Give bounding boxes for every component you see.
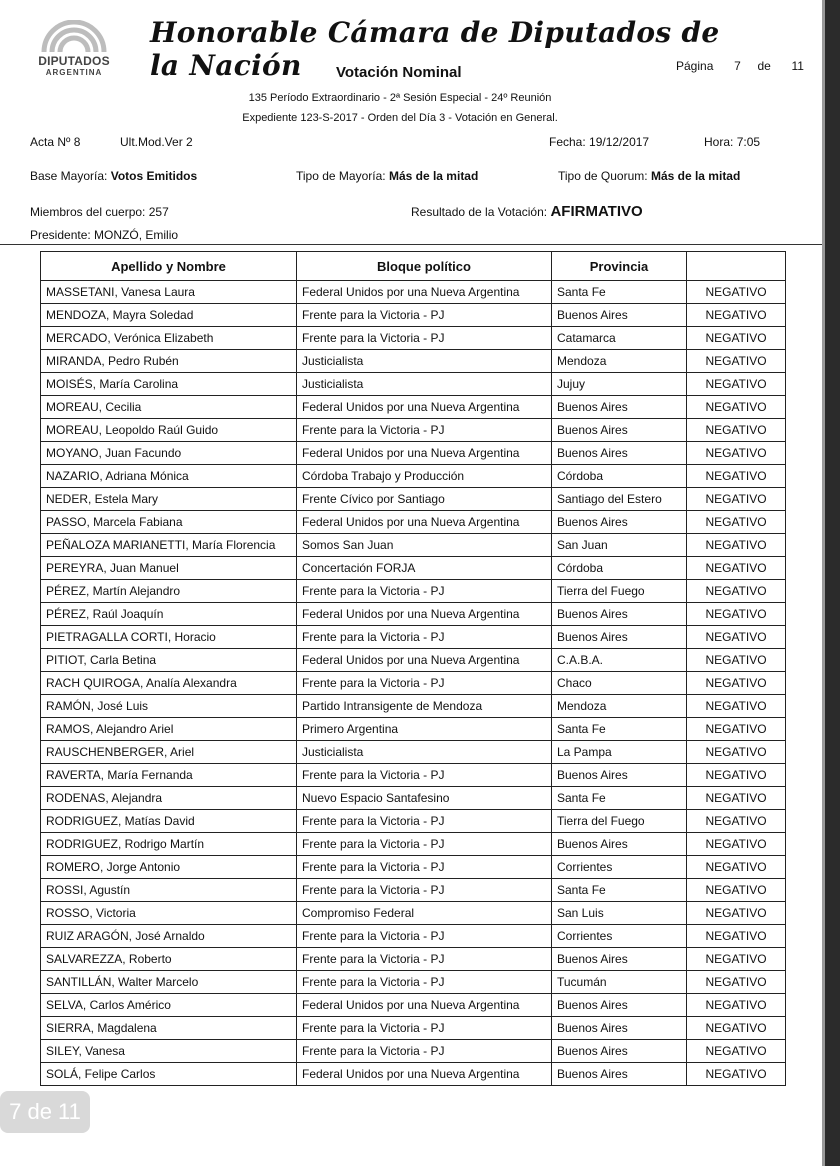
cell-name: MOYANO, Juan Facundo [41, 442, 297, 465]
hora-value: 7:05 [736, 135, 761, 149]
miembros-value: 257 [148, 205, 169, 219]
table-row [41, 994, 786, 1017]
cell-bloque: Federal Unidos por una Nueva Argentina [297, 281, 552, 304]
cell-provincia: Buenos Aires [552, 1063, 687, 1086]
cell-bloque: Federal Unidos por una Nueva Argentina [297, 994, 552, 1017]
cell-name: ROSSI, Agustín [41, 879, 297, 902]
table-row [41, 511, 786, 534]
cell-bloque: Frente Cívico por Santiago [297, 488, 552, 511]
version-field: Ult.Mod.Ver 2 [120, 135, 193, 149]
cell-bloque: Frente para la Victoria - PJ [297, 948, 552, 971]
fecha-label: Fecha: [549, 135, 586, 149]
cell-bloque: Federal Unidos por una Nueva Argentina [297, 442, 552, 465]
cell-bloque: Frente para la Victoria - PJ [297, 626, 552, 649]
cell-name: MOREAU, Cecilia [41, 396, 297, 419]
cell-bloque: Federal Unidos por una Nueva Argentina [297, 1063, 552, 1086]
fecha-value: 19/12/2017 [589, 135, 650, 149]
logo-text-diputados: DIPUTADOS [38, 54, 110, 68]
presidente-label: Presidente: [30, 228, 91, 242]
cell-name: NAZARIO, Adriana Mónica [41, 465, 297, 488]
cell-provincia: Buenos Aires [552, 1017, 687, 1040]
cell-vote: NEGATIVO [687, 396, 786, 419]
cell-provincia: Buenos Aires [552, 833, 687, 856]
cell-name: MERCADO, Verónica Elizabeth [41, 327, 297, 350]
cell-bloque: Federal Unidos por una Nueva Argentina [297, 603, 552, 626]
table-row [41, 557, 786, 580]
cell-vote: NEGATIVO [687, 327, 786, 350]
presidente-value: MONZÓ, Emilio [94, 228, 179, 242]
cell-name: RUIZ ARAGÓN, José Arnaldo [41, 925, 297, 948]
tipo-mayoria-field [296, 169, 478, 183]
cell-provincia: Santa Fe [552, 879, 687, 902]
cell-vote: NEGATIVO [687, 626, 786, 649]
viewer-edge-highlight [822, 0, 825, 1166]
cell-vote: NEGATIVO [687, 1063, 786, 1086]
cell-provincia: Buenos Aires [552, 442, 687, 465]
hora-field [704, 135, 760, 149]
resultado-label: Resultado de la Votación: [411, 205, 548, 219]
cell-bloque: Frente para la Victoria - PJ [297, 1017, 552, 1040]
base-mayoria-label: Base Mayoría: [30, 169, 108, 183]
table-row [41, 925, 786, 948]
table-row [41, 580, 786, 603]
cell-provincia: San Juan [552, 534, 687, 557]
logo-text-argentina: ARGENTINA [45, 68, 103, 77]
table-row [41, 649, 786, 672]
page-current: 7 [734, 59, 741, 73]
tipo-mayoria-label: Tipo de Mayoría: [296, 169, 386, 183]
base-mayoria-field [30, 169, 197, 183]
cell-name: RODENAS, Alejandra [41, 787, 297, 810]
table-row [41, 373, 786, 396]
column-header-name: Apellido y Nombre [41, 252, 297, 281]
cell-bloque: Frente para la Victoria - PJ [297, 327, 552, 350]
cell-vote: NEGATIVO [687, 511, 786, 534]
cell-bloque: Frente para la Victoria - PJ [297, 764, 552, 787]
cell-bloque: Primero Argentina [297, 718, 552, 741]
cell-provincia: Buenos Aires [552, 626, 687, 649]
cell-vote: NEGATIVO [687, 419, 786, 442]
cell-bloque: Justicialista [297, 350, 552, 373]
cell-vote: NEGATIVO [687, 580, 786, 603]
congress-dome-icon [38, 20, 110, 54]
page-info [676, 59, 804, 73]
cell-name: MOISÉS, María Carolina [41, 373, 297, 396]
cell-bloque: Federal Unidos por una Nueva Argentina [297, 511, 552, 534]
cell-provincia: Buenos Aires [552, 994, 687, 1017]
column-header-bloque: Bloque político [297, 252, 552, 281]
table-row [41, 856, 786, 879]
table-row [41, 1040, 786, 1063]
cell-vote: NEGATIVO [687, 672, 786, 695]
column-header-provincia: Provincia [552, 252, 687, 281]
cell-bloque: Federal Unidos por una Nueva Argentina [297, 396, 552, 419]
table-header-row [41, 252, 786, 281]
column-header-vote [687, 252, 786, 281]
cell-provincia: Mendoza [552, 695, 687, 718]
cell-vote: NEGATIVO [687, 281, 786, 304]
cell-name: SOLÁ, Felipe Carlos [41, 1063, 297, 1086]
table-row [41, 396, 786, 419]
cell-provincia: Catamarca [552, 327, 687, 350]
cell-name: SALVAREZZA, Roberto [41, 948, 297, 971]
cell-vote: NEGATIVO [687, 741, 786, 764]
cell-provincia: San Luis [552, 902, 687, 925]
cell-name: SANTILLÁN, Walter Marcelo [41, 971, 297, 994]
table-row [41, 810, 786, 833]
cell-provincia: Corrientes [552, 925, 687, 948]
cell-provincia: Tucumán [552, 971, 687, 994]
cell-bloque: Frente para la Victoria - PJ [297, 833, 552, 856]
cell-bloque: Frente para la Victoria - PJ [297, 879, 552, 902]
acta-value: 8 [73, 135, 81, 149]
cell-provincia: Córdoba [552, 465, 687, 488]
cell-vote: NEGATIVO [687, 833, 786, 856]
cell-bloque: Compromiso Federal [297, 902, 552, 925]
cell-provincia: La Pampa [552, 741, 687, 764]
cell-provincia: Corrientes [552, 856, 687, 879]
cell-name: PEREYRA, Juan Manuel [41, 557, 297, 580]
cell-provincia: Santa Fe [552, 281, 687, 304]
cell-provincia: Buenos Aires [552, 419, 687, 442]
table-row [41, 879, 786, 902]
table-row [41, 488, 786, 511]
cell-provincia: Buenos Aires [552, 396, 687, 419]
cell-bloque: Córdoba Trabajo y Producción [297, 465, 552, 488]
tipo-quorum-value: Más de la mitad [650, 169, 741, 183]
cell-bloque: Frente para la Victoria - PJ [297, 419, 552, 442]
page-of: de [757, 59, 771, 73]
tipo-quorum-label: Tipo de Quorum: [558, 169, 648, 183]
resultado-value: AFIRMATIVO [550, 203, 643, 220]
document-title: Votación Nominal [336, 64, 462, 81]
cell-name: MENDOZA, Mayra Soledad [41, 304, 297, 327]
table-row [41, 327, 786, 350]
cell-vote: NEGATIVO [687, 304, 786, 327]
expediente-line: Expediente 123-S-2017 - Orden del Día 3 - Votación en General. [242, 112, 558, 124]
cell-name: SELVA, Carlos Américo [41, 994, 297, 1017]
cell-name: MOREAU, Leopoldo Raúl Guido [41, 419, 297, 442]
cell-provincia: Tierra del Fuego [552, 580, 687, 603]
table-row [41, 626, 786, 649]
cell-provincia: Buenos Aires [552, 511, 687, 534]
miembros-field [30, 205, 169, 219]
cell-vote: NEGATIVO [687, 603, 786, 626]
cell-name: RODRIGUEZ, Matías David [41, 810, 297, 833]
tipo-mayoria-value: Más de la mitad [388, 169, 479, 183]
cell-provincia: Buenos Aires [552, 603, 687, 626]
cell-vote: NEGATIVO [687, 695, 786, 718]
cell-vote: NEGATIVO [687, 810, 786, 833]
miembros-label: Miembros del cuerpo: [30, 205, 146, 219]
table-row [41, 948, 786, 971]
cell-vote: NEGATIVO [687, 1040, 786, 1063]
table-row [41, 419, 786, 442]
table-row [41, 695, 786, 718]
cell-provincia: Buenos Aires [552, 764, 687, 787]
table-row [41, 672, 786, 695]
cell-name: NEDER, Estela Mary [41, 488, 297, 511]
cell-bloque: Federal Unidos por una Nueva Argentina [297, 649, 552, 672]
cell-vote: NEGATIVO [687, 925, 786, 948]
cell-provincia: Santa Fe [552, 787, 687, 810]
cell-name: MIRANDA, Pedro Rubén [41, 350, 297, 373]
table-row [41, 1063, 786, 1086]
acta-field [30, 135, 80, 149]
cell-name: RAMOS, Alejandro Ariel [41, 718, 297, 741]
cell-name: PASSO, Marcela Fabiana [41, 511, 297, 534]
cell-vote: NEGATIVO [687, 465, 786, 488]
cell-vote: NEGATIVO [687, 557, 786, 580]
cell-bloque: Partido Intransigente de Mendoza [297, 695, 552, 718]
cell-vote: NEGATIVO [687, 373, 786, 396]
cell-provincia: Tierra del Fuego [552, 810, 687, 833]
cell-provincia: Buenos Aires [552, 1040, 687, 1063]
table-row [41, 281, 786, 304]
table-row [41, 350, 786, 373]
table-row [41, 465, 786, 488]
cell-provincia: Santa Fe [552, 718, 687, 741]
cell-bloque: Frente para la Victoria - PJ [297, 1040, 552, 1063]
cell-vote: NEGATIVO [687, 649, 786, 672]
session-line: 135 Período Extraordinario - 2ª Sesión Especial - 24º Reunión [248, 92, 552, 104]
cell-name: RACH QUIROGA, Analía Alexandra [41, 672, 297, 695]
cell-vote: NEGATIVO [687, 856, 786, 879]
cell-bloque: Frente para la Victoria - PJ [297, 925, 552, 948]
fecha-field [549, 135, 649, 149]
table-row [41, 1017, 786, 1040]
votes-table [40, 251, 786, 1086]
cell-vote: NEGATIVO [687, 879, 786, 902]
cell-name: RAVERTA, María Fernanda [41, 764, 297, 787]
cell-provincia: Mendoza [552, 350, 687, 373]
diputados-logo [24, 20, 124, 82]
cell-provincia: Chaco [552, 672, 687, 695]
votes-table-body [41, 281, 786, 1086]
cell-provincia: Buenos Aires [552, 304, 687, 327]
cell-bloque: Justicialista [297, 741, 552, 764]
cell-name: PÉREZ, Martín Alejandro [41, 580, 297, 603]
cell-name: ROMERO, Jorge Antonio [41, 856, 297, 879]
table-row [41, 603, 786, 626]
hora-label: Hora: [704, 135, 734, 149]
cell-provincia: Córdoba [552, 557, 687, 580]
cell-vote: NEGATIVO [687, 902, 786, 925]
cell-vote: NEGATIVO [687, 718, 786, 741]
table-row [41, 902, 786, 925]
cell-vote: NEGATIVO [687, 948, 786, 971]
cell-name: ROSSO, Victoria [41, 902, 297, 925]
cell-vote: NEGATIVO [687, 764, 786, 787]
cell-vote: NEGATIVO [687, 488, 786, 511]
presidente-field [30, 228, 178, 242]
cell-name: MASSETANI, Vanesa Laura [41, 281, 297, 304]
cell-provincia: Santiago del Estero [552, 488, 687, 511]
cell-vote: NEGATIVO [687, 350, 786, 373]
base-mayoria-value: Votos Emitidos [110, 169, 198, 183]
cell-bloque: Concertación FORJA [297, 557, 552, 580]
tipo-quorum-field [558, 169, 740, 183]
cell-bloque: Nuevo Espacio Santafesino [297, 787, 552, 810]
cell-name: SIERRA, Magdalena [41, 1017, 297, 1040]
cell-bloque: Frente para la Victoria - PJ [297, 672, 552, 695]
cell-name: PIETRAGALLA CORTI, Horacio [41, 626, 297, 649]
cell-provincia: C.A.B.A. [552, 649, 687, 672]
cell-provincia: Buenos Aires [552, 948, 687, 971]
cell-name: PITIOT, Carla Betina [41, 649, 297, 672]
cell-bloque: Frente para la Victoria - PJ [297, 971, 552, 994]
table-row [41, 718, 786, 741]
resultado-field [411, 203, 643, 220]
table-row [41, 764, 786, 787]
table-row [41, 534, 786, 557]
page-label: Página [676, 59, 714, 73]
cell-name: RODRIGUEZ, Rodrigo Martín [41, 833, 297, 856]
cell-vote: NEGATIVO [687, 994, 786, 1017]
cell-name: RAMÓN, José Luis [41, 695, 297, 718]
table-row [41, 833, 786, 856]
cell-bloque: Justicialista [297, 373, 552, 396]
cell-name: PEÑALOZA MARIANETTI, María Florencia [41, 534, 297, 557]
table-row [41, 741, 786, 764]
cell-bloque: Frente para la Victoria - PJ [297, 810, 552, 833]
cell-vote: NEGATIVO [687, 787, 786, 810]
cell-vote: NEGATIVO [687, 442, 786, 465]
page-badge[interactable]: 7 de 11 [0, 1091, 90, 1133]
cell-name: PÉREZ, Raúl Joaquín [41, 603, 297, 626]
cell-name: RAUSCHENBERGER, Ariel [41, 741, 297, 764]
cell-bloque: Frente para la Victoria - PJ [297, 580, 552, 603]
cell-bloque: Frente para la Victoria - PJ [297, 856, 552, 879]
cell-vote: NEGATIVO [687, 534, 786, 557]
cell-vote: NEGATIVO [687, 971, 786, 994]
table-row [41, 442, 786, 465]
table-row [41, 304, 786, 327]
cell-bloque: Somos San Juan [297, 534, 552, 557]
cell-provincia: Jujuy [552, 373, 687, 396]
cell-vote: NEGATIVO [687, 1017, 786, 1040]
chamber-title: Honorable Cámara de Diputados de la Nación [150, 16, 720, 82]
cell-bloque: Frente para la Victoria - PJ [297, 304, 552, 327]
cell-name: SILEY, Vanesa [41, 1040, 297, 1063]
header-divider [0, 244, 822, 245]
page-total: 11 [791, 59, 804, 73]
acta-label: Acta Nº [30, 135, 71, 149]
table-row [41, 971, 786, 994]
table-row [41, 787, 786, 810]
